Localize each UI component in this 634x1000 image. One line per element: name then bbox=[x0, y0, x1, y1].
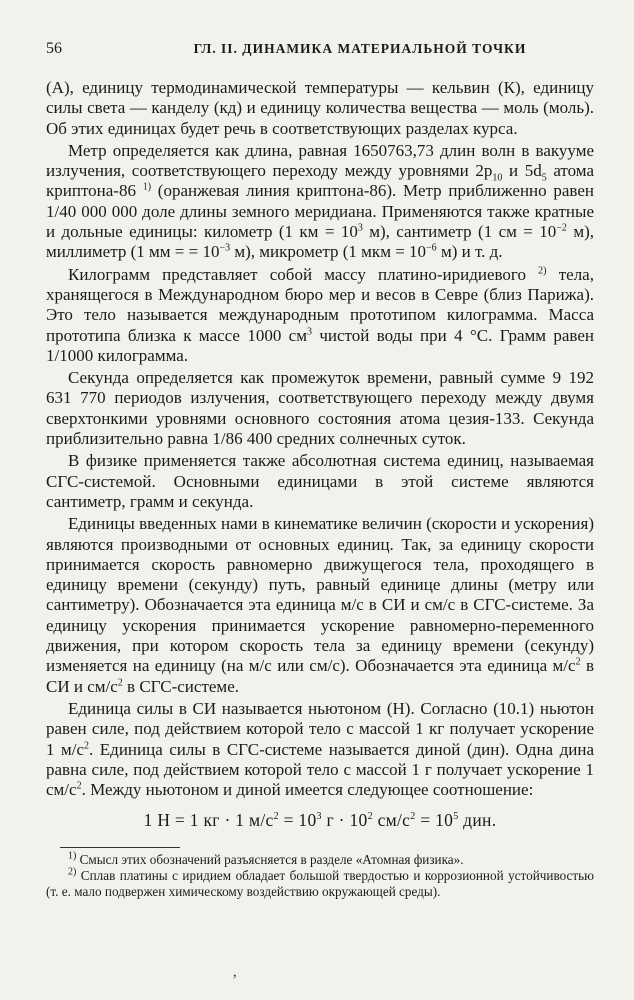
exponent: 2 bbox=[117, 676, 123, 688]
stray-mark: ʼ bbox=[232, 972, 238, 989]
text-span: в СГС-системе. bbox=[122, 676, 239, 696]
exponent: −6 bbox=[426, 242, 437, 254]
formula-part: 1 Н = 1 кг · 1 м/с bbox=[143, 810, 274, 831]
running-title: ГЛ. II. ДИНАМИКА МАТЕРИАЛЬНОЙ ТОЧКИ bbox=[193, 41, 527, 56]
exponent: 3 bbox=[357, 222, 363, 234]
formula-part: г · 10 bbox=[321, 810, 368, 831]
exponent: −2 bbox=[556, 222, 567, 234]
footnote-mark: 1) bbox=[68, 850, 77, 862]
text-span: Единица силы в СИ называется ньютоном (Н). Согласно (10.1) ньютон равен силе, под действием которой тело с массой 1 кг получает ускорение 1 м/с bbox=[46, 698, 594, 759]
subscript: 5 bbox=[541, 172, 547, 184]
exponent: 3 bbox=[316, 811, 322, 823]
page-number: 56 bbox=[46, 40, 62, 57]
paragraph-units-continued bbox=[46, 78, 594, 139]
text-span: атома криптона-86 bbox=[46, 161, 594, 201]
text-span: Единицы введенных нами в кинематике величин (скорости и ускорения) являются производными от основных единиц. Так, за единицу скорости принимается скорость равномерно движущегося тела, проходящего в единицу времени (секунду) путь, равный единице длины (метру или сантиметру). Обозначается эта единица м/с в СИ и см/с в СГС-системе. За единицу ускорения принимается ускорение равномерно-переменного движения, при котором скорость тела за единицу времени (секунду) изменяется на единицу (на м/с или см/с). Обозначается эта единица м/с bbox=[46, 514, 594, 676]
text-span: Метр определяется как длина, равная 1650763,73 длин волн в вакууме излучения, соответствующего переходу между уровнями 2p bbox=[46, 140, 594, 181]
footnote-mark: 2) bbox=[68, 866, 77, 878]
footnote-ref-1: 1) bbox=[142, 181, 152, 193]
text-span: тела, хранящегося в Международном бюро мер и весов в Севре (близ Парижа). Это тело называется международным прототипом килограмма. Масса прототипа близка к массе 1000 см bbox=[46, 264, 594, 345]
formula-newton-dyne bbox=[46, 810, 594, 830]
formula-part: дин. bbox=[458, 810, 497, 831]
footnote-2 bbox=[46, 868, 594, 900]
footnotes bbox=[46, 852, 594, 900]
footnote-text: Сплав платины с иридием обладает большой твердостью и коррозионной устойчивостью (т. е. мало подвержен химическому воздействию окружающей среды). bbox=[46, 868, 594, 899]
footnote-1 bbox=[46, 852, 594, 868]
exponent: 3 bbox=[306, 325, 312, 337]
paragraph-second bbox=[46, 368, 594, 449]
text-span: чистой воды при 4 °С. Грамм равен 1/1000 килограмма. bbox=[46, 325, 594, 365]
paragraph-text: Секунда определяется как промежуток времени, равный сумме 9 192 631 770 периодов излучения, соответствующего переходу между двумя сверхтонкими уровнями основного состояния атома цезия-133. Секунда приблизительно равна 1/86 400 средних солнечных суток. bbox=[46, 368, 594, 449]
text-span: (оранжевая линия криптона-86). Метр приближенно равен 1/40 000 000 доле длины земного меридиана. Применяются также кратные и дольные единицы: километр (1 км = 10 bbox=[46, 181, 594, 242]
text-span: и 5d bbox=[502, 161, 542, 181]
exponent: 2 bbox=[76, 780, 82, 792]
paragraph-meter bbox=[46, 141, 594, 263]
text-span: м), микрометр (1 мкм = 10 bbox=[230, 242, 427, 262]
exponent: 2 bbox=[410, 811, 416, 823]
text-span: м) и т. д. bbox=[436, 242, 503, 262]
formula-part: = 10 bbox=[415, 810, 454, 831]
text-span: м), миллиметр (1 мм = = 10 bbox=[46, 222, 595, 262]
footnote-text: Смысл этих обозначений разъясняется в разделе «Атомная физика». bbox=[76, 852, 464, 867]
text-span: Килограмм представляет собой массу платино-иридиевого bbox=[68, 264, 539, 284]
exponent: 2 bbox=[367, 811, 373, 823]
exponent: 5 bbox=[453, 811, 459, 823]
paragraph-text: (А), единицу термодинамической температуры — кельвин (К), единицу силы света — канделу (кд) и единицу количества вещества — моль (моль). Об этих единицах будет речь в соответствующих разделах курса. bbox=[46, 78, 594, 138]
footnote-ref-2: 2) bbox=[538, 265, 547, 277]
text-span: . Единица силы в СГС-системе называется диной (дин). Одна дина равна силе, под действием которой тело с массой 1 г получает ускорение 1 см/с bbox=[46, 739, 594, 800]
text-span: м), сантиметр (1 см = 10 bbox=[362, 222, 557, 242]
page-header bbox=[46, 40, 594, 62]
exponent: 2 bbox=[84, 739, 90, 751]
formula-part: = 10 bbox=[278, 810, 317, 831]
paragraph-newton bbox=[46, 699, 594, 800]
paragraph-cgs bbox=[46, 451, 594, 512]
exponent: −3 bbox=[219, 242, 231, 254]
text-span: в СИ и см/с bbox=[46, 656, 594, 696]
paragraph-derived-units bbox=[46, 514, 594, 697]
footnote-divider bbox=[60, 847, 180, 848]
subscript: 10 bbox=[492, 172, 503, 184]
paragraph-text: В физике применяется также абсолютная система единиц, называемая СГС-системой. Основными единицами в этой системе являются сантиметр, грамм и секунда. bbox=[46, 451, 594, 511]
main-text bbox=[46, 78, 594, 831]
text-span: . Между ньютоном и диной имеется следующее соотношение: bbox=[81, 780, 534, 800]
paragraph-kilogram bbox=[46, 265, 594, 366]
exponent: 2 bbox=[273, 811, 279, 823]
exponent: 2 bbox=[575, 656, 581, 668]
formula-part: см/с bbox=[372, 810, 411, 831]
